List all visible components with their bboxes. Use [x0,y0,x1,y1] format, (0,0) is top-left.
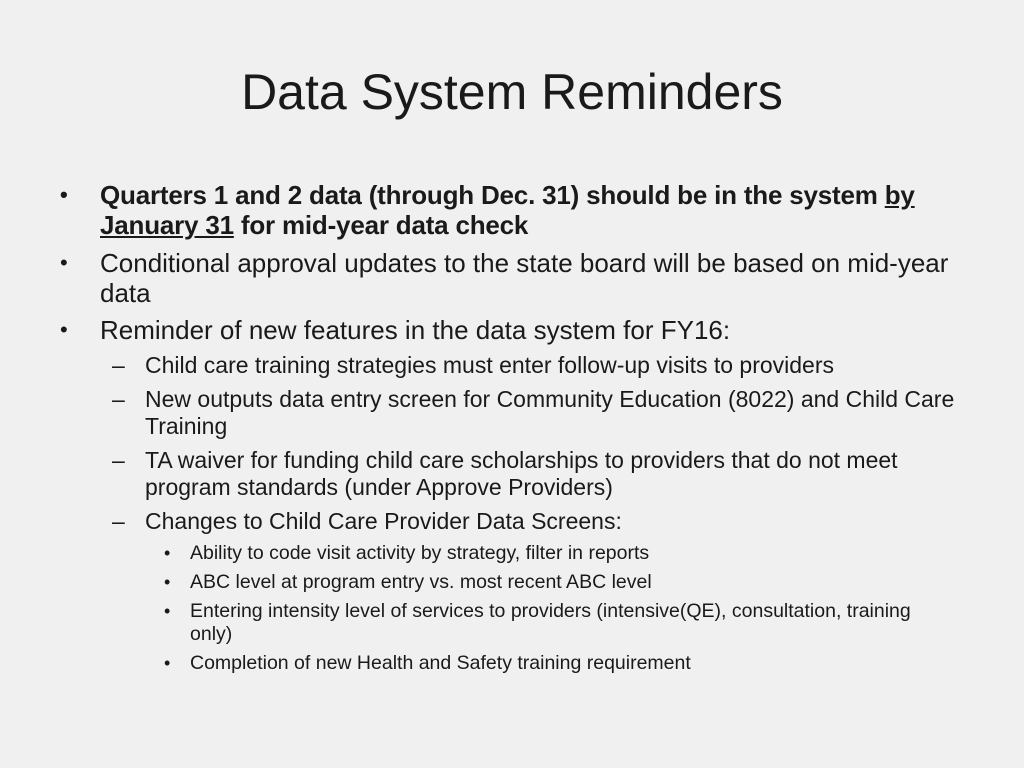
dash-icon: – [112,508,125,534]
bullet-icon: • [164,543,171,563]
sub-sub-item-health-safety [56,652,956,675]
bullet-item-quarters [56,180,956,240]
slide-title: Data System Reminders [241,64,783,120]
slide-body [56,180,956,681]
bullet-item-new-features [56,315,956,345]
bullet-text-part2: for mid-year data check [233,210,529,240]
bullet-item-conditional-approval [56,248,956,308]
bullet-icon: • [164,572,171,592]
sub-item-followup-visits [56,352,956,379]
sub-item-text: Changes to Child Care Provider Data Screens: [145,508,622,534]
sub-item-text: Child care training strategies must enter follow-up visits to providers [145,352,835,378]
bullet-text: Reminder of new features in the data system for FY16: [100,315,731,345]
bullet-icon: • [164,653,171,673]
sub-sub-item-visit-activity [56,542,956,565]
deadline-text: by January 31 [100,180,915,240]
sub-sub-item-intensity-level [56,600,956,646]
sub-item-text: New outputs data entry screen for Community Education (8022) and Child Care Training [145,386,955,439]
sub-item-provider-screens [56,508,956,535]
sub-item-outputs-screen [56,386,956,440]
sub-sub-item-text: Entering intensity level of services to providers (intensive(QE), consultation, training only) [190,600,911,645]
dash-icon: – [112,447,125,473]
sub-item-text: TA waiver for funding child care scholarships to providers that do not meet program standards (under Approve Providers) [145,447,898,500]
dash-icon: – [112,352,125,378]
bullet-icon: • [60,317,68,342]
bullet-text: Conditional approval updates to the state board will be based on mid-year data [100,248,949,308]
bullet-icon: • [60,250,68,275]
bullet-text-part1: Quarters 1 and 2 data (through Dec. 31) should be in the system [100,180,885,210]
sub-sub-item-text: Completion of new Health and Safety training requirement [190,652,691,674]
sub-sub-item-text: Ability to code visit activity by strategy, filter in reports [190,542,650,564]
dash-icon: – [112,386,125,412]
sub-item-ta-waiver [56,447,956,501]
sub-sub-item-abc-level [56,571,956,594]
sub-sub-item-text: ABC level at program entry vs. most recent ABC level [190,571,652,593]
bullet-icon: • [60,182,68,207]
bullet-icon: • [164,601,171,621]
